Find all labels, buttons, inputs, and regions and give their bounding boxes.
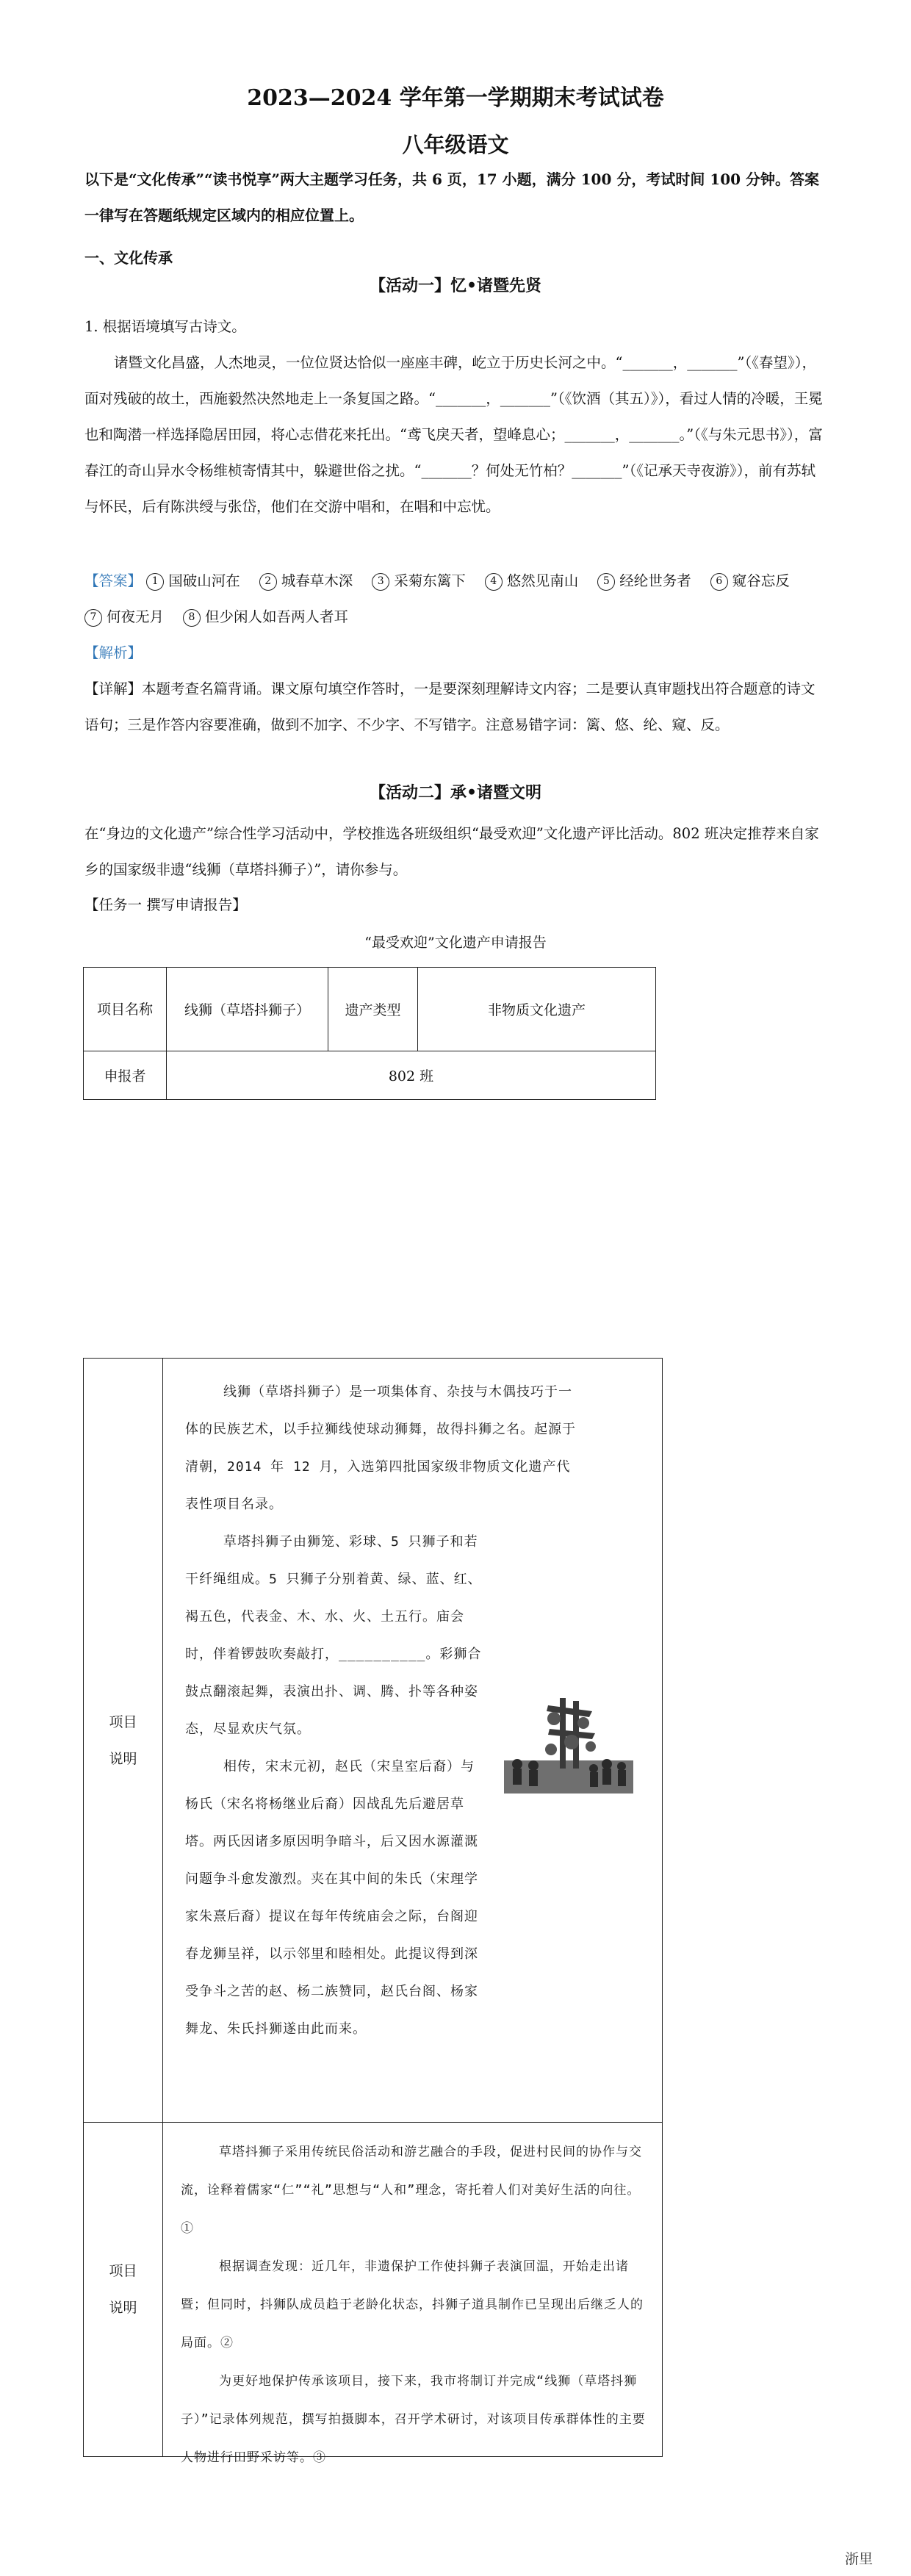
exam-instructions: 以下是“文化传承”“读书悦享”两大主题学习任务，共 6 页，17 小题，满分 100 分，考试时间 100 分钟。答案一律写在答题纸规定区域内的相应位置上。 xyxy=(84,170,819,224)
heritage-type-label: 遗产类型 xyxy=(328,968,418,1051)
row1-paragraph: 草塔抖狮子由狮笼、彩球、5 只狮子和若干纤绳组成。5 只狮子分别着黄、绿、蓝、红、褐五色，代表金、木、水、火、土五行。庙会时，伴着锣鼓吹奏敲打，__________。彩狮合鼓点翻滚起舞，表演出扑、调、腾、扑等各种姿态，尽显欢庆气氛。 xyxy=(185,1534,482,1737)
activity2-heading: 【活动二】承•诸暨文明 xyxy=(369,783,542,802)
exam-subtitle: 八年级语文 xyxy=(402,132,509,157)
question-passage: 诸暨文化昌盛，人杰地灵，一位位贤达恰似一座座丰碑，屹立于历史长河之中。“_______，_______”（《春望》），面对残破的故土，西施毅然决然地走上一条复国之路。“_______，_______”（《饮酒（其五）》），看过人情的冷暖，王冕也和陶潜一样选择隐居田园，将心志借花来托出。“鸢飞戾天者，望峰息心；_______，_______。”（《与朱元思书》），富春江的奇山异水令杨维桢寄情其中，躲避世俗之扰。“_______？何处无竹柏？_______”（《记承天寺夜游》），前有苏轼与怀民，后有陈洪绶与张岱，他们在交游中唱和，在唱和中忘忧。 xyxy=(84,354,823,515)
report-title: “最受欢迎”文化遗产申请报告 xyxy=(364,935,547,951)
answer-text: 悠然见南山 xyxy=(506,572,579,589)
answer-number: 2 xyxy=(259,573,277,591)
applicant-label: 申报者 xyxy=(84,1051,167,1100)
answer-item xyxy=(372,563,466,599)
answer-text: 经纶世务者 xyxy=(619,572,691,589)
handwritten-row-1 xyxy=(84,1359,662,2123)
lion-dance-photo-image xyxy=(504,1691,633,1794)
answer-number: 1 xyxy=(146,573,164,591)
answer-text: 何夜无月 xyxy=(107,608,165,625)
handwritten-table xyxy=(83,1358,663,2465)
answer-number: 5 xyxy=(597,573,615,591)
answer-item xyxy=(597,563,691,599)
row1-paragraph: 相传，宋末元初，赵氏（宋皇室后裔）与杨氏（宋名将杨继业后裔）因战乱先后避居草塔。两氏因诸多原因明争暗斗，后又因水源灌溉问题争斗愈发激烈。夹在其中间的朱氏（宋理学家朱熹后裔）提议在每年传统庙会之际，台阁迎春龙狮呈祥，以示邻里和睦相处。此提议得到深受争斗之苦的赵、杨二族赞同，赵氏台阁、杨家舞龙、朱氏抖狮遂由此而来。 xyxy=(185,1759,478,2037)
project-name-value: 线狮（草塔抖狮子） xyxy=(167,968,328,1051)
handwritten-row-2 xyxy=(84,2123,662,2465)
lion-dance-photo xyxy=(504,1691,633,1794)
answer-item xyxy=(485,563,579,599)
answer-item xyxy=(146,563,240,599)
answer-number: 7 xyxy=(84,609,102,627)
row2-paragraph: 草塔抖狮子采用传统民俗活动和游艺融合的手段，促进村民间的协作与交流，诠释着儒家“仁”“礼”思想与“人和”理念，寄托着人们对美好生活的向往。① xyxy=(181,2145,642,2236)
answer-label: 【答案】 xyxy=(84,572,143,589)
activity2-intro: 在“身边的文化遗产”综合性学习活动中，学校推选各班级组织“最受欢迎”文化遗产评比活动。802 班决定推荐来自家乡的国家级非遗“线狮（草塔抖狮子）”，请你参与。 xyxy=(84,825,819,878)
answer-list xyxy=(84,572,809,625)
exam-title: 2023—2024 学年第一学期期末考试试卷 xyxy=(247,85,664,111)
answer-block xyxy=(84,563,827,635)
answer-number: 3 xyxy=(372,573,389,591)
answer-item xyxy=(183,599,348,635)
report-table xyxy=(83,967,656,1100)
row2-paragraph: 根据调查发现：近几年，非遗保护工作使抖狮子表演回温，开始走出诸暨；但同时，抖狮队成员趋于老龄化状态，抖狮子道具制作已呈现出后继乏人的局面。② xyxy=(181,2259,644,2350)
answer-text: 城春草木深 xyxy=(281,572,353,589)
answer-text: 国破山河在 xyxy=(168,572,240,589)
row1-paragraph: 线狮（草塔抖狮子）是一项集体育、杂技与木偶技巧于一体的民族艺术，以手拉狮线使球动狮舞，故得抖狮之名。起源于清朝，2014 年 12 月，入选第四批国家级非物质文化遗产代表性项目名录。 xyxy=(185,1384,576,1512)
answer-item xyxy=(710,563,790,599)
section-heading: 一、文化传承 xyxy=(84,249,173,267)
activity1-heading: 【活动一】忆•诸暨先贤 xyxy=(369,276,542,295)
applicant-value: 802 班 xyxy=(167,1051,656,1100)
footer-watermark: 浙里 xyxy=(844,2551,873,2567)
row2-paragraph: 为更好地保护传承该项目，接下来，我市将制订并完成“线狮（草塔抖狮子）”记录体列规范，撰写拍摄脚本，召开学术研讨，对该项目传承群体性的主要人物进行田野采访等。③ xyxy=(181,2374,646,2465)
row2-handwritten-text xyxy=(181,2133,651,2477)
answer-text: 采菊东篱下 xyxy=(394,572,466,589)
answer-item xyxy=(259,563,353,599)
answer-text: 窥谷忘反 xyxy=(732,572,790,589)
row1-label: 项目说明 xyxy=(84,1359,163,2122)
analysis-text: 【详解】本题考查名篇背诵。课文原句填空作答时，一是要深刻理解诗文内容；二是要认真审题找出符合题意的诗文语句；三是作答内容要准确，做到不加字、不少字、不写错字。注意易错字词：篱、悠、纶、窥、反。 xyxy=(84,680,815,733)
answer-text: 但少闲人如吾两人者耳 xyxy=(205,608,349,625)
answer-number: 8 xyxy=(183,609,201,627)
question-1: 1. 根据语境填写古诗文。 xyxy=(84,318,246,335)
analysis-label: 【解析】 xyxy=(84,644,143,661)
answer-number: 4 xyxy=(485,573,503,591)
heritage-type-value: 非物质文化遗产 xyxy=(418,968,656,1051)
answer-number: 6 xyxy=(710,573,728,591)
project-name-label: 项目名称 xyxy=(84,968,167,1051)
row2-label: 项目说明 xyxy=(84,2123,163,2456)
answer-item xyxy=(84,599,164,635)
task1-label: 【任务一 撰写申请报告】 xyxy=(84,896,247,913)
